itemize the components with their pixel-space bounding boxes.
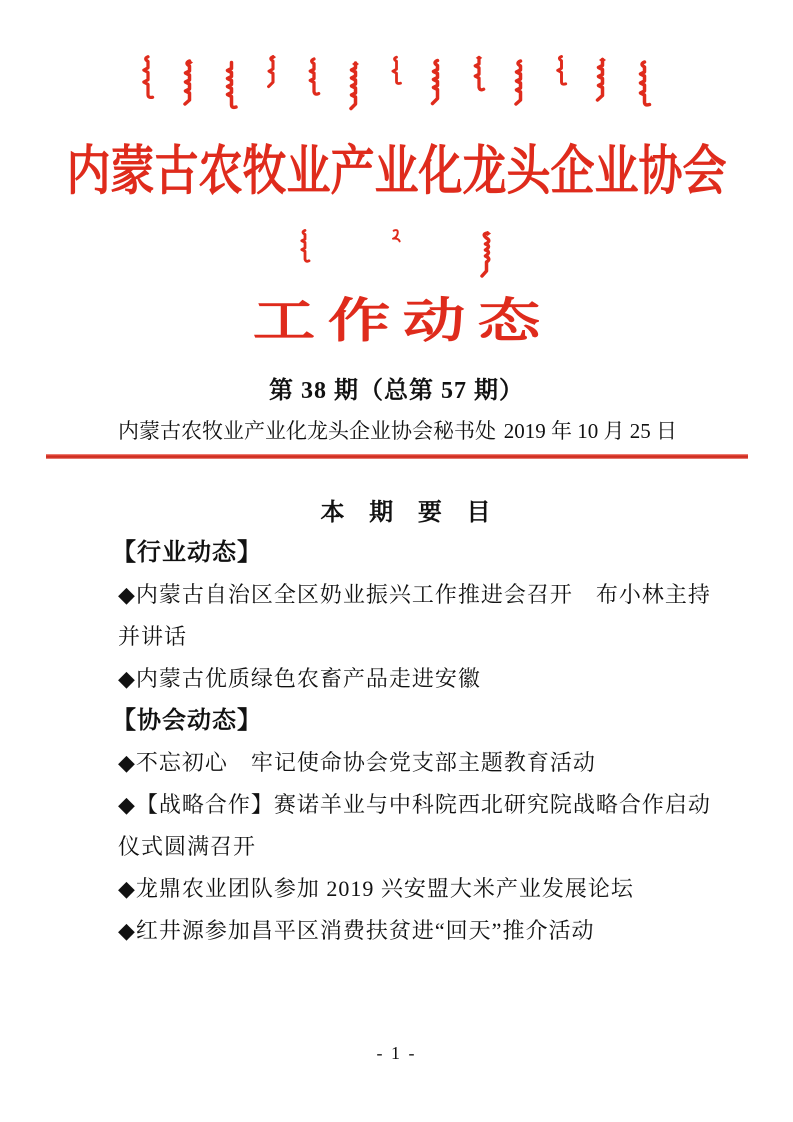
toc-item-line: ◆红井源参加昌平区消费扶贫进“回天”推介活动 <box>118 918 595 943</box>
red-divider-line <box>46 454 748 459</box>
bulletin-title: 工作动态 <box>252 294 553 348</box>
mongolian-glyph-icon <box>182 54 197 114</box>
publisher-name: 内蒙古农牧业产业化龙头企业协会秘书处 <box>118 419 496 443</box>
toc-item-line: 并讲话 <box>118 624 188 649</box>
toc-item-line: ◆【战略合作】赛诺羊业与中科院西北研究院战略合作启动 <box>118 792 711 817</box>
mongolian-script-row-top <box>0 54 793 118</box>
association-name: 内蒙古农牧业产业化龙头企业协会 <box>66 141 727 202</box>
mongolian-glyph-icon <box>595 54 610 110</box>
mongolian-glyph-icon <box>307 54 321 106</box>
issue-number: 第 38 期（总第 57 期） <box>269 378 524 404</box>
toc-item-line: 仪式圆满召开 <box>118 834 257 859</box>
mongolian-glyph-icon <box>390 54 403 94</box>
mongolian-glyph-icon <box>637 54 652 116</box>
mongolian-glyph-icon <box>472 54 486 102</box>
publish-date: 2019 年 10 月 25 日 <box>503 419 677 443</box>
toc-item-line: ◆内蒙古优质绿色农畜产品走进安徽 <box>118 666 481 691</box>
toc-section-heading: 【行业动态】 <box>112 539 262 566</box>
byline <box>118 415 677 445</box>
mongolian-glyph-icon <box>141 54 155 100</box>
toc-item-line: ◆内蒙古自治区全区奶业振兴工作推进会召开 布小林主持 <box>118 582 711 607</box>
mongolian-glyph-icon <box>555 54 568 96</box>
toc-item-line: ◆龙鼎农业团队参加 2019 兴安盟大米产业发展论坛 <box>118 876 634 901</box>
mongolian-glyph-icon <box>390 228 402 248</box>
mongolian-glyph-icon <box>480 228 495 282</box>
contents-block <box>112 499 711 952</box>
mongolian-glyph-icon <box>513 54 528 114</box>
page-number: - 1 - <box>376 1043 417 1063</box>
mongolian-glyph-icon <box>224 54 239 116</box>
mongolian-glyph-icon <box>430 54 445 112</box>
toc-item-line: ◆不忘初心 牢记使命协会党支部主题教育活动 <box>118 750 596 775</box>
contents-title: 本 期 要 目 <box>320 499 500 526</box>
mongolian-glyph-icon <box>298 228 312 268</box>
mongolian-script-row-subtitle <box>0 228 793 282</box>
mongolian-glyph-icon <box>348 54 363 118</box>
toc-section-heading: 【协会动态】 <box>112 707 262 734</box>
mongolian-glyph-icon <box>266 54 280 98</box>
